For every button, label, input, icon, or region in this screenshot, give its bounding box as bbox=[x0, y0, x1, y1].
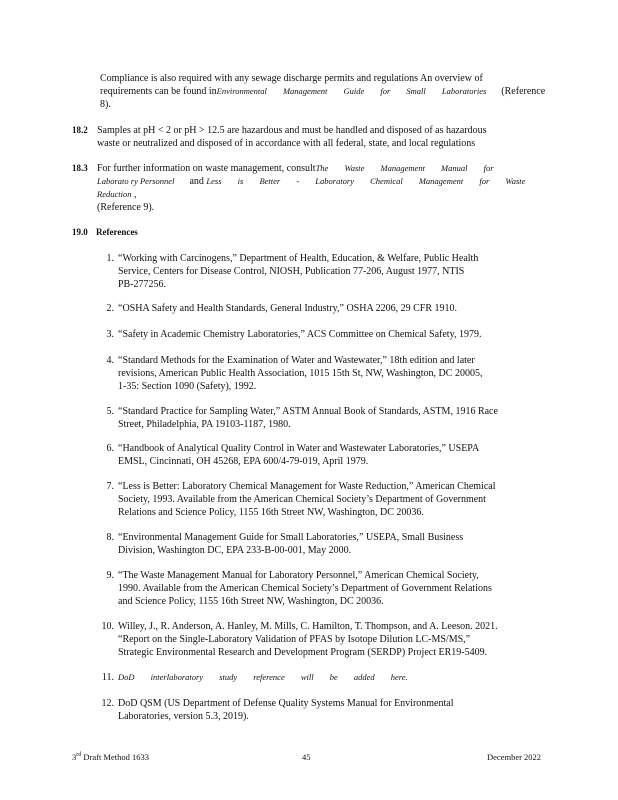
reference-line: and Science Policy, 1155 16th Street NW, Washington, DC 20036. bbox=[118, 596, 384, 607]
reference-number: 3. bbox=[106, 329, 114, 340]
reference-line: “Safety in Academic Chemistry Laboratories,” ACS Committee on Chemical Safety, 1979. bbox=[118, 329, 482, 340]
reference-line: “Standard Methods for the Examination of Water and Wastewater,” 18th edition and later bbox=[118, 355, 475, 366]
section-18-2-text: Samples at pH < 2 or pH > 12.5 are hazardous and must be handled and disposed of as hazardous waste or neutralized and disposed of in accordance with all federal, state, and local regulations bbox=[97, 125, 487, 149]
intro-line-3: 8). bbox=[100, 99, 111, 110]
section-18-3-number: 18.3 bbox=[72, 163, 88, 173]
reference-line: PB-277256. bbox=[118, 279, 167, 290]
section-18-3-text: For further information on waste management, consultThe Waste Management Manual for Laborato ry Personnel and Less is Better - Laboratory Chemical Management for Waste Reduction , (Reference 9). bbox=[97, 163, 526, 213]
reference-item bbox=[118, 302, 558, 315]
reference-number: 6. bbox=[106, 443, 114, 454]
reference-item bbox=[118, 697, 558, 723]
reference-line: “Environmental Management Guide for Small Laboratories,” USEPA, Small Business bbox=[118, 532, 464, 543]
reference-line: Division, Washington DC, EPA 233-B-00-001, May 2000. bbox=[118, 545, 352, 556]
footer-left: 3rd Draft Method 1633 bbox=[72, 752, 150, 762]
reference-line: EMSL, Cincinnati, OH 45268, EPA 600/4-79-019, April 1979. bbox=[118, 456, 369, 467]
reference-item bbox=[118, 405, 558, 431]
reference-number: 8. bbox=[106, 532, 114, 543]
reference-item bbox=[118, 328, 558, 341]
reference-item bbox=[118, 569, 558, 608]
reference-line: “The Waste Management Manual for Laboratory Personnel,” American Chemical Society, bbox=[118, 570, 479, 581]
reference-line: “Handbook of Analytical Quality Control in Water and Wastewater Laboratories,” USEPA bbox=[118, 443, 480, 454]
reference-line: DoD QSM (US Department of Defense Quality Systems Manual for Environmental bbox=[118, 698, 454, 709]
reference-item bbox=[118, 442, 558, 468]
section-18-2-number: 18.2 bbox=[72, 125, 88, 135]
reference-number: 12. bbox=[101, 698, 114, 709]
reference-number: 4. bbox=[106, 355, 114, 366]
reference-line: Service, Centers for Disease Control, NIOSH, Publication 77-206, August 1977, NTIS bbox=[118, 266, 465, 277]
reference-line: 1990. Available from the American Chemical Society’s Department of Government Relations bbox=[118, 583, 492, 594]
reference-line: DoD interlaboratory study reference will be added here. bbox=[118, 672, 408, 682]
reference-item bbox=[118, 354, 558, 393]
reference-line: Strategic Environmental Research and Development Program (SERDP) Project ER19-5409. bbox=[118, 647, 488, 658]
reference-line: Relations and Science Policy, 1155 16th Street NW, Washington, DC 20036. bbox=[118, 507, 424, 518]
reference-number: 2. bbox=[106, 303, 114, 314]
reference-number: 10. bbox=[101, 621, 114, 632]
reference-number: 11. bbox=[101, 672, 114, 683]
reference-line: Society, 1993. Available from the American Chemical Society’s Department of Government bbox=[118, 494, 486, 505]
reference-line: revisions, American Public Health Association, 1015 15th St, NW, Washington, DC 20005, bbox=[118, 368, 483, 379]
reference-number: 1. bbox=[106, 253, 114, 264]
section-19-number: 19.0 bbox=[72, 227, 88, 237]
intro-paragraph bbox=[100, 72, 570, 111]
reference-line: “Report on the Single-Laboratory Validation of PFAS by Isotope Dilution LC-MS/MS,” bbox=[118, 634, 471, 645]
reference-item bbox=[118, 620, 558, 659]
reference-line: “Less is Better: Laboratory Chemical Management for Waste Reduction,” American Chemical bbox=[118, 481, 496, 492]
reference-line: “OSHA Safety and Health Standards, General Industry,” OSHA 2206, 29 CFR 1910. bbox=[118, 303, 458, 314]
intro-line-1: Compliance is also required with any sewage discharge permits and regulations An overview of bbox=[100, 73, 483, 84]
reference-line: “Standard Practice for Sampling Water,” ASTM Annual Book of Standards, ASTM, 1916 Race bbox=[118, 406, 498, 417]
reference-line: Laboratories, version 5.3, 2019). bbox=[118, 711, 249, 722]
reference-item bbox=[118, 480, 558, 519]
footer-date: December 2022 bbox=[487, 752, 542, 762]
reference-number: 9. bbox=[106, 570, 114, 581]
reference-line: “Working with Carcinogens,” Department of Health, Education, & Welfare, Public Health bbox=[118, 253, 479, 264]
intro-line-2: requirements can be found inEnvironmental Management Guide for Small Laboratories (Reference bbox=[100, 86, 546, 97]
reference-line: Willey, J., R. Anderson, A. Hanley, M. Mills, C. Hamilton, T. Thompson, and A. Leeson. 2021. bbox=[118, 621, 498, 632]
page-number: 45 bbox=[302, 752, 311, 762]
reference-number: 7. bbox=[106, 481, 114, 492]
reference-item bbox=[118, 531, 558, 557]
reference-line: 1-35: Section 1090 (Safety), 1992. bbox=[118, 381, 257, 392]
reference-item bbox=[118, 252, 558, 291]
references-heading: References bbox=[96, 227, 138, 237]
reference-item bbox=[118, 671, 558, 684]
reference-line: Street, Philadelphia, PA 19103-1187, 1980. bbox=[118, 419, 291, 430]
intro-italic-title: Environmental Management Guide for Small Laboratories bbox=[216, 86, 487, 96]
reference-number: 5. bbox=[106, 406, 114, 417]
